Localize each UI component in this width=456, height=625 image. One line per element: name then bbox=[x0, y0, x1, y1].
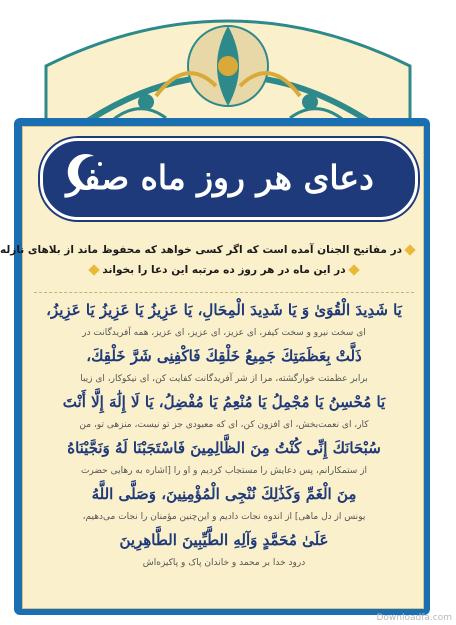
arabic-verse: سُبْحَانَكَ إِنِّی كُنْتُ مِنَ الظَّالِمِینَ فَاسْتَجَبْنَا لَهُ وَنَجَّیْنَاهُ bbox=[67, 439, 381, 457]
prayer-verses bbox=[30, 296, 418, 572]
intro-text bbox=[0, 240, 418, 280]
persian-translation: یونس از دل ماهی] از اندوه نجات دادیم و این‌چنین مؤمنان را نجات می‌دهیم، bbox=[82, 512, 366, 522]
page-title: دعای هر روز ماه صفر bbox=[66, 158, 374, 197]
arabic-verse: عَلَىٰ مُحَمَّدٍ وَآلِهِ الطَّیِّبِینَ الطَّاهِرِینَ bbox=[119, 531, 329, 549]
divider bbox=[34, 292, 414, 293]
diamond-bullet-icon bbox=[404, 244, 415, 255]
watermark: Downloadfa.com bbox=[376, 613, 452, 623]
intro-line: در مفاتیح الجنان آمده است که اگر کسی خواهد که محفوظ ماند از بلاهای نازله bbox=[30, 240, 418, 260]
diamond-bullet-icon bbox=[348, 264, 359, 275]
persian-translation: ای سخت نیرو و سخت کیفر، ای عزیز، ای عزیز، ای عزیز، همه آفریدگانت در bbox=[82, 328, 366, 338]
persian-translation: برابر عظمتت خوارگشته، مرا از شر آفریدگانت کفایت کن، ای نیکوکار، ای زیبا bbox=[80, 374, 368, 384]
persian-translation: از ستمکارانم، پس دعایش را مستجاب کردیم و او را [اشاره به رهایی حضرت bbox=[80, 466, 368, 476]
persian-translation: درود خدا بر محمد و خاندان پاک و پاکیزه‌اش bbox=[142, 558, 306, 568]
arabic-verse: یَا شَدِیدَ الْقُوَىٰ وَ یَا شَدِیدَ الْمِحَالِ، یَا عَزِیزُ یَا عَزِیزُ یَا عَزِیزُ، bbox=[46, 301, 402, 319]
persian-translation: کار، ای نعمت‌بخش، ای افزون کن، ای که معبودی جز تو نیست، منزهی تو، من bbox=[79, 420, 369, 430]
arabic-verse: ذَلَّتْ بِعَظَمَتِكَ جَمِیعُ خَلْقِكَ فَاكْفِنِی شَرَّ خَلْقِكَ، bbox=[86, 347, 362, 365]
arabic-verse: مِنَ الْغَمِّ وَكَذَٰلِكَ نُنْجِی الْمُؤْمِنِینَ، وَصَلَّى اللَّهُ bbox=[91, 485, 357, 503]
intro-line: در این ماه در هر روز ده مرتبه این دعا را بخواند bbox=[30, 260, 418, 280]
arabic-verse: یَا مُحْسِنُ یَا مُجْمِلُ یَا مُنْعِمُ یَا مُفْضِلُ، یَا لَا إِلَٰهَ إِلَّا أَنْتَ bbox=[62, 393, 386, 411]
diamond-bullet-icon bbox=[89, 264, 100, 275]
